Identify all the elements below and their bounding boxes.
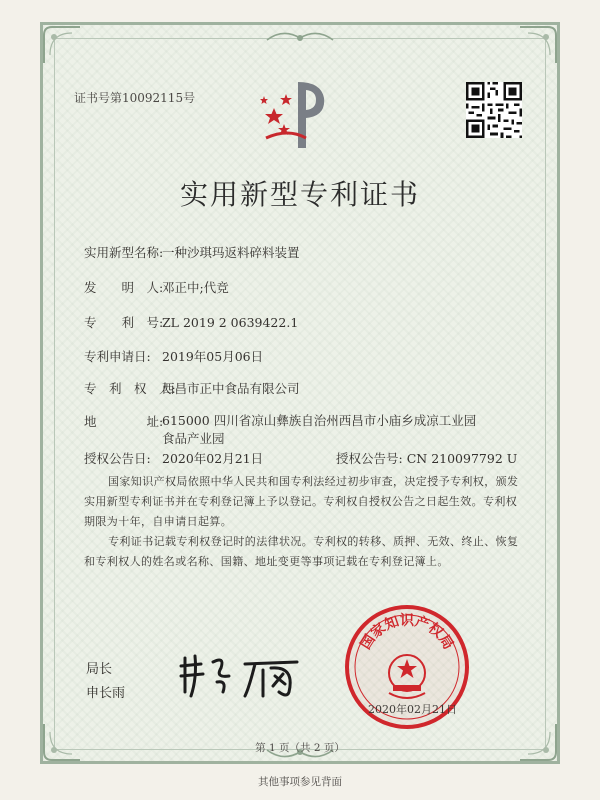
field-value: ZL 2019 2 0639422.1 <box>162 315 299 330</box>
field-address <box>84 412 476 448</box>
field-label: 专利申请日: <box>84 349 151 364</box>
field-label: 授权公告日: <box>84 451 151 466</box>
field-label: 专 利 号: <box>84 315 164 330</box>
field-value: 邓正中;代竞 <box>162 280 229 295</box>
footer-note: 其他事项参见背面 <box>258 776 342 788</box>
field-value: 西昌市正中食品有限公司 <box>162 381 300 396</box>
seal-date: 2020年02月21日 <box>368 703 457 716</box>
field-label: 实用新型名称: <box>84 245 164 260</box>
top-ornament-icon <box>265 28 335 48</box>
director-name: 申长雨 <box>86 686 126 701</box>
qr-code-icon <box>466 82 522 138</box>
certificate-paragraph-2: 专利证书记载专利权登记时的法律状况。专利权的转移、质押、无效、终止、恢复和专利权人的姓名或名称、国籍、地址变更等事项记载在专利登记簿上。 <box>84 535 519 568</box>
certificate-number: 证书号第10092115号 <box>74 91 196 105</box>
certificate-paragraph-1: 国家知识产权局依照中华人民共和国专利法经过初步审查，决定授予专利权，颁发实用新型专利证书并在专利登记簿上予以登记。专利权自授权公告之日起生效。专利权期限为十年，自申请日起算。 <box>84 475 519 528</box>
field-value: 一种沙琪玛返料碎料装置 <box>162 245 300 260</box>
field-patent-number <box>84 313 298 331</box>
field-utility-model-name <box>84 243 300 261</box>
field-value: CN 210097792 U <box>406 451 518 466</box>
address-line: 615000 四川省凉山彝族自治州西昌市小庙乡成凉工业园 <box>162 413 477 428</box>
seal-text: 国家知识产权局 <box>357 613 457 653</box>
address-line: 食品产业园 <box>162 431 225 446</box>
field-value: 2019年05月06日 <box>162 349 264 364</box>
corner-ornament-icon <box>42 25 82 65</box>
field-grant-announcement <box>84 449 517 467</box>
page-title: 实用新型专利证书 <box>179 178 420 211</box>
field-inventor <box>84 278 229 296</box>
field-label: 授权公告号: <box>336 451 403 466</box>
field-value <box>162 412 476 448</box>
field-label: 发 明 人: <box>84 280 164 295</box>
page-number: 第 1 页（共 2 页） <box>255 742 345 754</box>
field-application-date <box>84 347 263 365</box>
corner-ornament-icon <box>518 25 558 65</box>
signature-icon <box>175 652 305 700</box>
director-title: 局长 <box>86 662 113 677</box>
field-patentee <box>84 379 300 397</box>
field-value: 2020年02月21日 <box>162 451 264 466</box>
field-label: 地 址: <box>84 414 164 429</box>
field-label: 专 利 权 人: <box>84 381 176 396</box>
patent-office-emblem-icon <box>258 78 328 152</box>
